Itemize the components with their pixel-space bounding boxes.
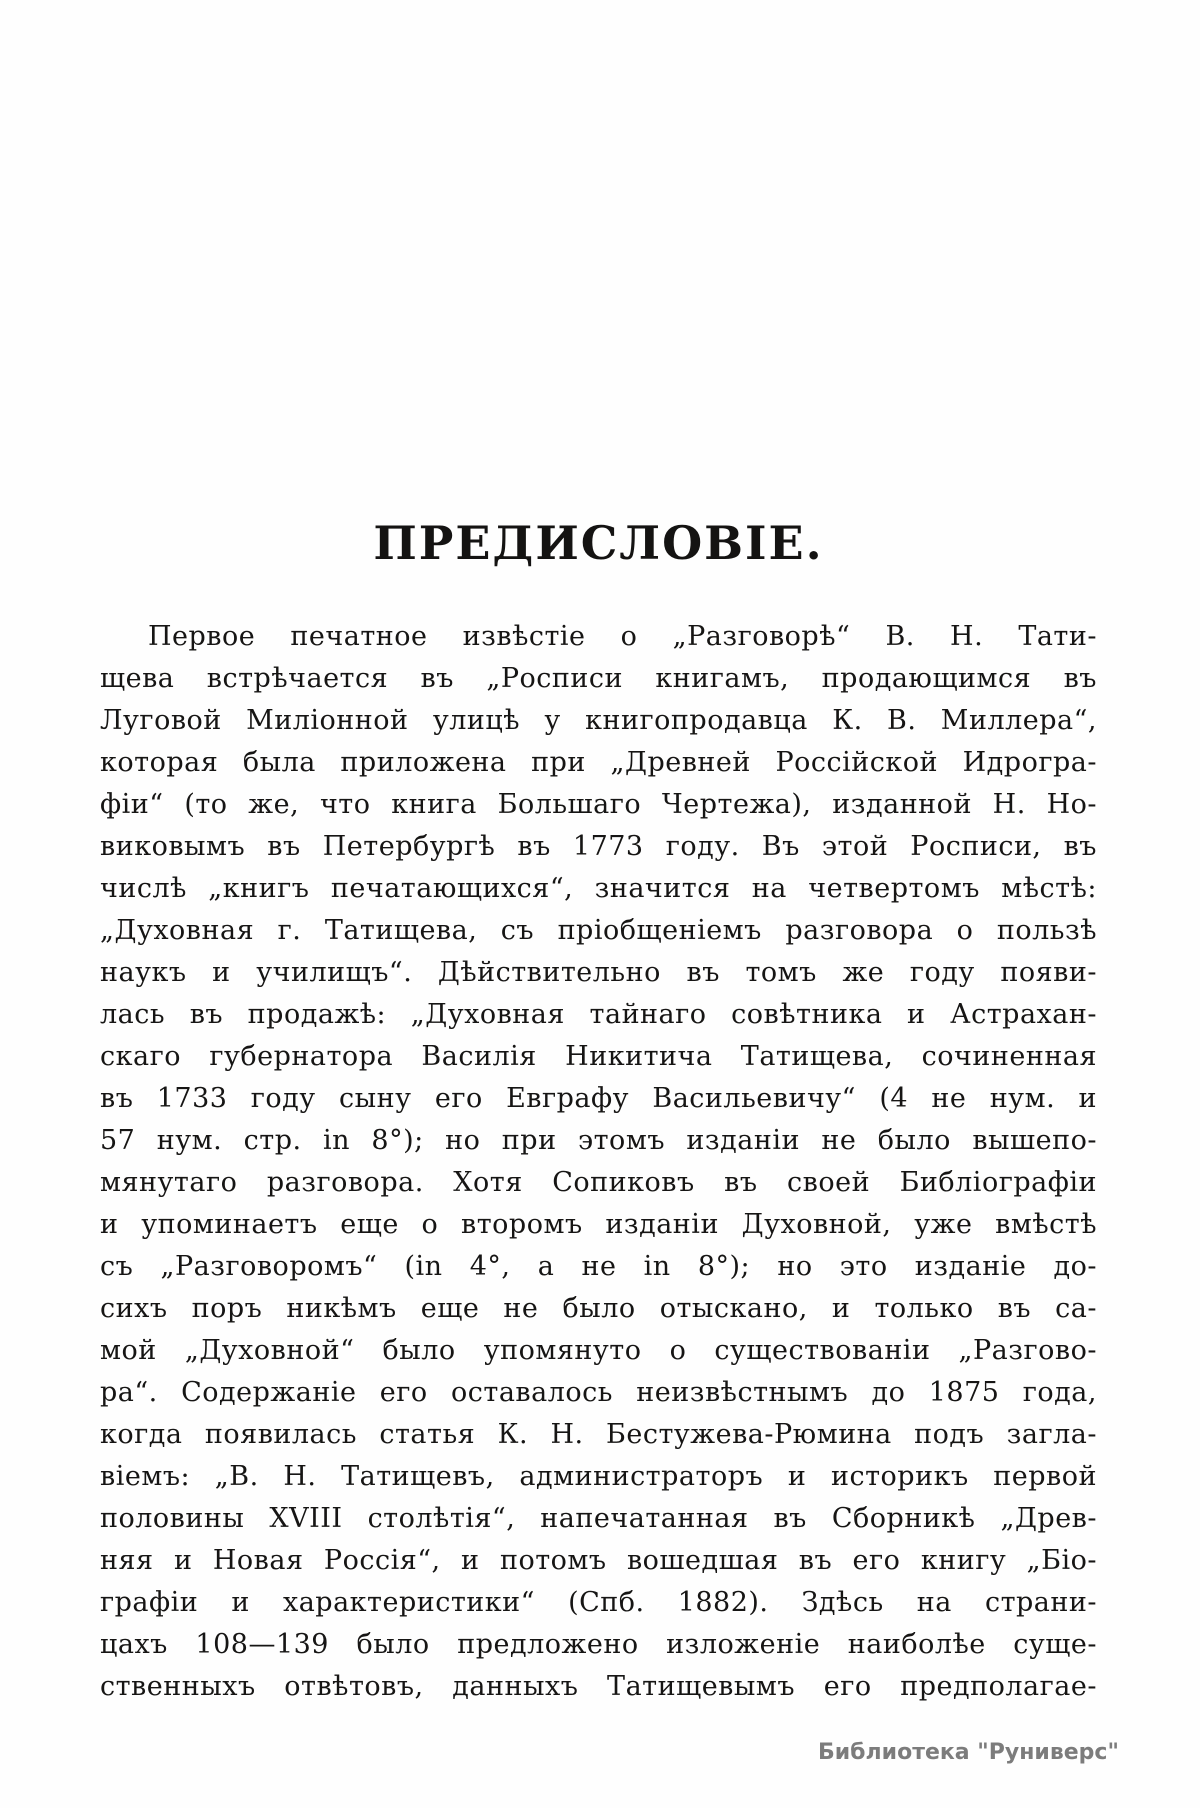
text-line: ственныхъ отвѣтовъ, данныхъ Татищевымъ его предполагае- <box>100 1671 1097 1702</box>
text-line: 57 нум. стр. in 8°); но при этомъ изданіи не было вышепо- <box>100 1125 1097 1156</box>
text-line: въ 1733 году сыну его Евграфу Васильевичу“ (4 не нум. и <box>100 1083 1097 1114</box>
text-line: которая была приложена при „Древней Россійской Идрогра- <box>100 747 1097 778</box>
text-line: лась въ продажѣ: „Духовная тайнаго совѣтника и Астрахан- <box>100 999 1097 1030</box>
text-line: половины XVIII столѣтія“, напечатанная въ Сборникѣ „Древ- <box>100 1503 1097 1534</box>
text-line: съ „Разговоромъ“ (in 4°, а не in 8°); но это изданіе до- <box>100 1251 1097 1282</box>
text-line: виковымъ въ Петербургѣ въ 1773 году. Въ этой Росписи, въ <box>100 831 1097 862</box>
page-title: ПРЕДИСЛОВІЕ. <box>373 516 824 570</box>
text-line: віемъ: „В. Н. Татищевъ, администраторъ и историкъ первой <box>100 1461 1097 1492</box>
text-line: фіи“ (то же, что книга Большаго Чертежа), изданной Н. Но- <box>100 789 1097 820</box>
text-line: мой „Духовной“ было упомянуто о существованіи „Разгово- <box>100 1335 1097 1366</box>
text-line: когда появилась статья К. Н. Бестужева-Рюмина подъ загла- <box>100 1419 1097 1450</box>
library-watermark: Библиотека "Руниверс" <box>818 1740 1119 1765</box>
preface-paragraph <box>100 616 1097 1708</box>
text-line: сихъ поръ никѣмъ еще не было отыскано, и только въ са- <box>100 1293 1097 1324</box>
text-line: „Духовная г. Татищева, съ пріобщеніемъ разговора о пользѣ <box>100 915 1097 946</box>
text-line: Первое печатное извѣстіе о „Разговорѣ“ В. Н. Тати- <box>148 621 1097 652</box>
text-line: и упоминаетъ еще о второмъ изданіи Духовной, уже вмѣстѣ <box>100 1209 1097 1240</box>
text-line: графіи и характеристики“ (Спб. 1882). Здѣсь на страни- <box>100 1587 1097 1618</box>
text-line: ра“. Содержаніе его оставалось неизвѣстнымъ до 1875 года, <box>100 1377 1097 1408</box>
text-line: мянутаго разговора. Хотя Сопиковъ въ своей Библіографіи <box>100 1167 1097 1198</box>
text-line: щева встрѣчается въ „Росписи книгамъ, продающимся въ <box>100 663 1097 694</box>
text-line: няя и Новая Россія“, и потомъ вошедшая въ его книгу „Біо- <box>100 1545 1097 1576</box>
text-line: цахъ 108—139 было предложено изложеніе наиболѣе суще- <box>100 1629 1097 1660</box>
text-line: скаго губернатора Василія Никитича Татищева, сочиненная <box>100 1041 1097 1072</box>
text-line: числѣ „книгъ печатающихся“, значится на четвертомъ мѣстѣ: <box>100 873 1097 904</box>
text-line: наукъ и училищъ“. Дѣйствительно въ томъ же году появи- <box>100 957 1097 988</box>
text-line: Луговой Миліонной улицѣ у книгопродавца К. В. Миллера“, <box>100 705 1097 736</box>
